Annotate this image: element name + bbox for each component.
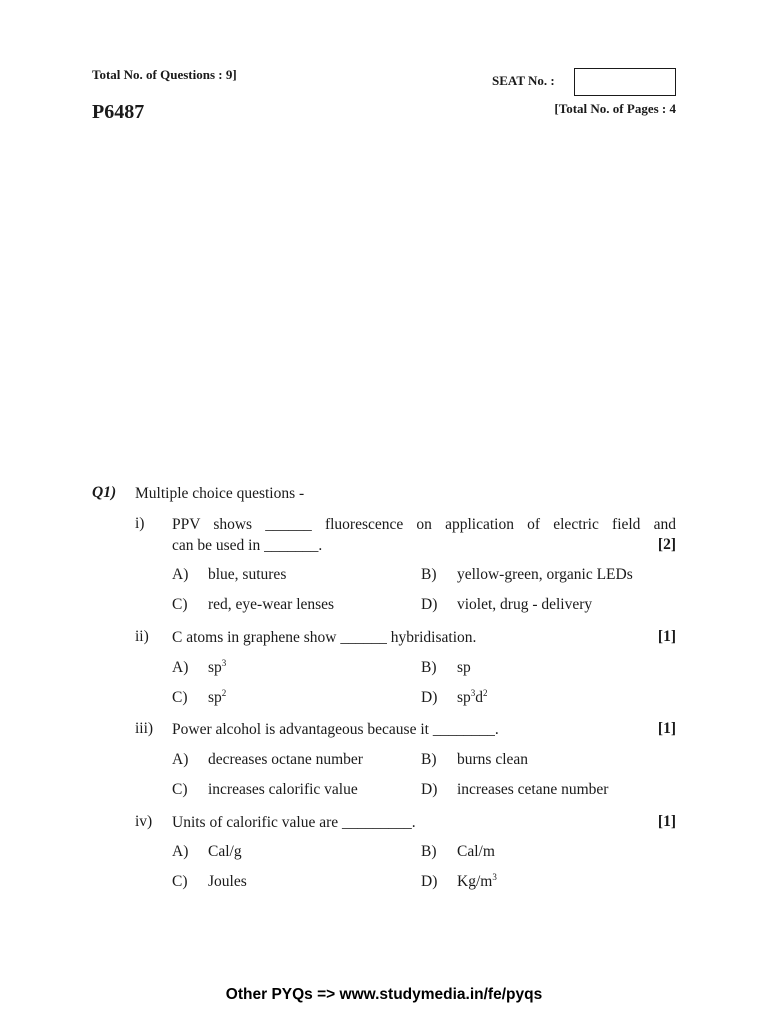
option-letter: B) [421, 659, 437, 676]
option-text: increases cetane number [457, 781, 609, 798]
sub-question-text-cont: can be used in _______. [172, 537, 323, 554]
option-text: decreases octane number [208, 751, 363, 768]
question-title: Multiple choice questions - [135, 485, 305, 502]
option-text: Joules [208, 873, 247, 890]
option-text: increases calorific value [208, 781, 358, 798]
option-letter: D) [421, 781, 438, 798]
paper-code: P6487 [92, 101, 145, 123]
option-letter: B) [421, 751, 437, 768]
option-letter: D) [421, 596, 438, 613]
option-letter: A) [172, 566, 189, 583]
option-letter: C) [172, 873, 188, 890]
footer-link[interactable]: Other PYQs => www.studymedia.in/fe/pyqs [225, 986, 543, 1003]
option-letter: A) [172, 659, 189, 676]
total-pages: [Total No. of Pages : 4 [554, 101, 676, 116]
option-letter: D) [421, 689, 438, 706]
option-letter: D) [421, 873, 438, 890]
marks: [2] [657, 536, 676, 553]
option-letter: C) [172, 689, 188, 706]
sub-question-number: ii) [135, 628, 149, 645]
option-text: sp [457, 659, 471, 676]
sub-question-text: Units of calorific value are _________. [172, 814, 416, 831]
option-text: $Kg/m^3$ [457, 871, 497, 890]
sub-question-text: Power alcohol is advantageous because it ________. [172, 721, 499, 738]
sub-question-number: iv) [135, 813, 153, 830]
option-text: red, eye-wear lenses [208, 596, 335, 613]
sub-question-number: iii) [135, 720, 154, 737]
option-text: violet, drug - delivery [457, 596, 593, 613]
option-letter: C) [172, 781, 188, 798]
option-letter: C) [172, 596, 188, 613]
question-label: Q1) [92, 484, 117, 501]
seat-label: SEAT No. : [492, 73, 555, 88]
option-text: $sp^3d^2$ [457, 687, 488, 706]
option-text: blue, sutures [208, 566, 287, 583]
option-text: Cal/m [457, 843, 495, 860]
sub-question-text: C atoms in graphene show ______ hybridisation. [172, 629, 477, 646]
option-text: burns clean [457, 751, 529, 768]
marks: [1] [657, 628, 676, 645]
option-letter: A) [172, 843, 189, 860]
option-letter: B) [421, 566, 437, 583]
option-text: $sp^2$ [208, 687, 227, 706]
sub-question-number: i) [135, 515, 145, 532]
option-text: $sp^3$ [208, 657, 227, 676]
option-text: yellow-green, organic LEDs [457, 566, 633, 583]
seat-number-box[interactable] [574, 68, 676, 96]
marks: [1] [657, 720, 676, 737]
option-letter: B) [421, 843, 437, 860]
sub-question-text: PPV shows ______ fluorescence on application of electric field and [172, 516, 676, 533]
total-questions: Total No. of Questions : 9] [92, 67, 237, 82]
marks: [1] [657, 813, 676, 830]
option-letter: A) [172, 751, 189, 768]
option-text: Cal/g [208, 843, 242, 860]
